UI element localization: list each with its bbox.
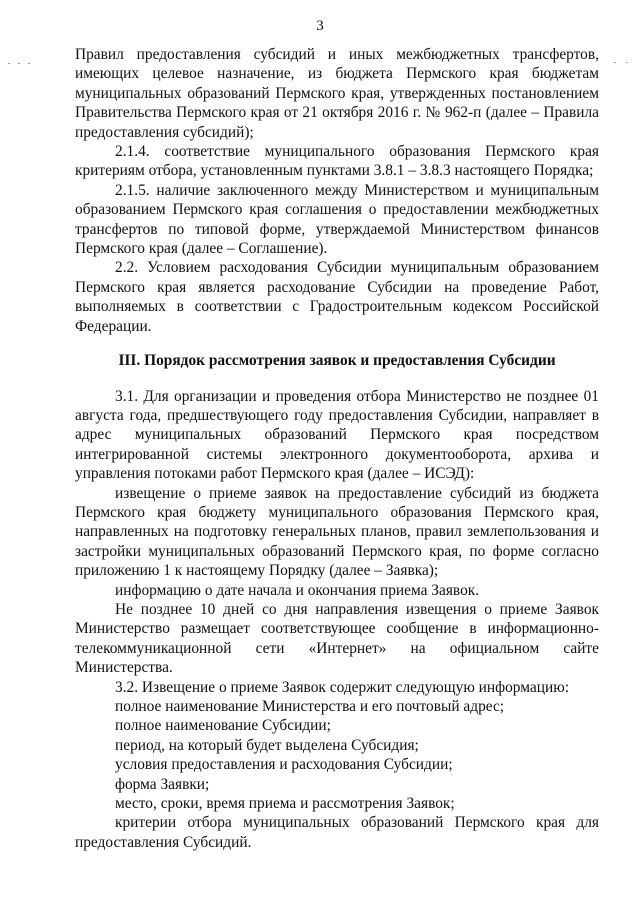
list-item-conditions: условия предоставления и расходования Субсидии; bbox=[115, 756, 453, 774]
scan-artifact bbox=[626, 62, 628, 63]
list-item-selection-criteria: критерии отбора муниципальных образований Пермского края для предоставления Субсидий. bbox=[75, 814, 599, 851]
paragraph-3-1: 3.1. Для организации и проведения отбора Министерство не позднее 01 августа года, предшествующего году предоставления Субсидии, направляет в адрес муниципальных образований Пермского края посредством интегрированной системы электронного документооборота, архива и управления потоками работ Пермского края (далее – ИСЭД): bbox=[75, 387, 599, 483]
list-item-subsidy-period: период, на который будет выделена Субсидия; bbox=[115, 736, 419, 754]
scan-artifact bbox=[8, 63, 10, 64]
list-item-application-form: форма Заявки; bbox=[115, 775, 210, 793]
paragraph-2-2: 2.2. Условием расходования Субсидии муниципальным образованием Пермского края является расходование Субсидии на проведение Работ, выполняемых в соответствии с Градостроительным кодексом Российской Федерации. bbox=[75, 259, 599, 335]
section-heading: III. Порядок рассмотрения заявок и предоставления Субсидии bbox=[118, 352, 556, 370]
paragraph-3-2: 3.2. Извещение о приеме Заявок содержит следующую информацию: bbox=[115, 678, 569, 696]
paragraph-rules-continuation: Правил предоставления субсидий и иных межбюджетных трансфертов, имеющих целевое назначение, из бюджета Пермского края бюджетам муниципальных образований Пермского края, утвержденных постановлением Правительства Пермского края от 21 октября 2016 г. № 962-п (далее – Правила предоставления субсидий); bbox=[75, 46, 599, 141]
paragraph-application-dates: информацию о дате начала и окончания приема Заявок. bbox=[115, 581, 480, 599]
scan-artifact bbox=[614, 62, 616, 63]
scan-artifact bbox=[28, 63, 30, 64]
scan-artifact bbox=[18, 63, 20, 64]
page-number: 3 bbox=[316, 18, 324, 34]
document-body bbox=[75, 45, 599, 852]
paragraph-2-1-5: 2.1.5. наличие заключенного между Министерством и муниципальным образованием Пермского края соглашения о предоставлении межбюджетных трансфертов по типовой форме, утверждаемой Министерством финансов Пермского края (далее – Соглашение). bbox=[75, 181, 599, 258]
paragraph-2-1-4: 2.1.4. соответствие муниципального образования Пермского края критериям отбора, установленным пунктами 3.8.1 – 3.8.3 настоящего Порядка; bbox=[75, 143, 599, 180]
paragraph-notice-of-applications: извещение о приеме заявок на предоставление субсидий из бюджета Пермского края бюджету муниципального образования Пермского края, направленных на подготовку генеральных планов, правил землепользования и застройки муниципальных образований Пермского края, по форме согласно приложению 1 к настоящему Порядку (далее – Заявка); bbox=[75, 484, 599, 580]
list-item-subsidy-name: полное наименование Субсидии; bbox=[115, 717, 331, 735]
list-item-place-and-time: место, сроки, время приема и рассмотрения Заявок; bbox=[115, 795, 455, 813]
list-item-ministry-name: полное наименование Министерства и его почтовый адрес; bbox=[115, 698, 505, 715]
paragraph-internet-publication: Не позднее 10 дней со дня направления извещения о приеме Заявок Министерство размещает соответствующее сообщение в информационно-телекоммуникационной сети «Интернет» на официальном сайте Министерства. bbox=[75, 600, 599, 677]
